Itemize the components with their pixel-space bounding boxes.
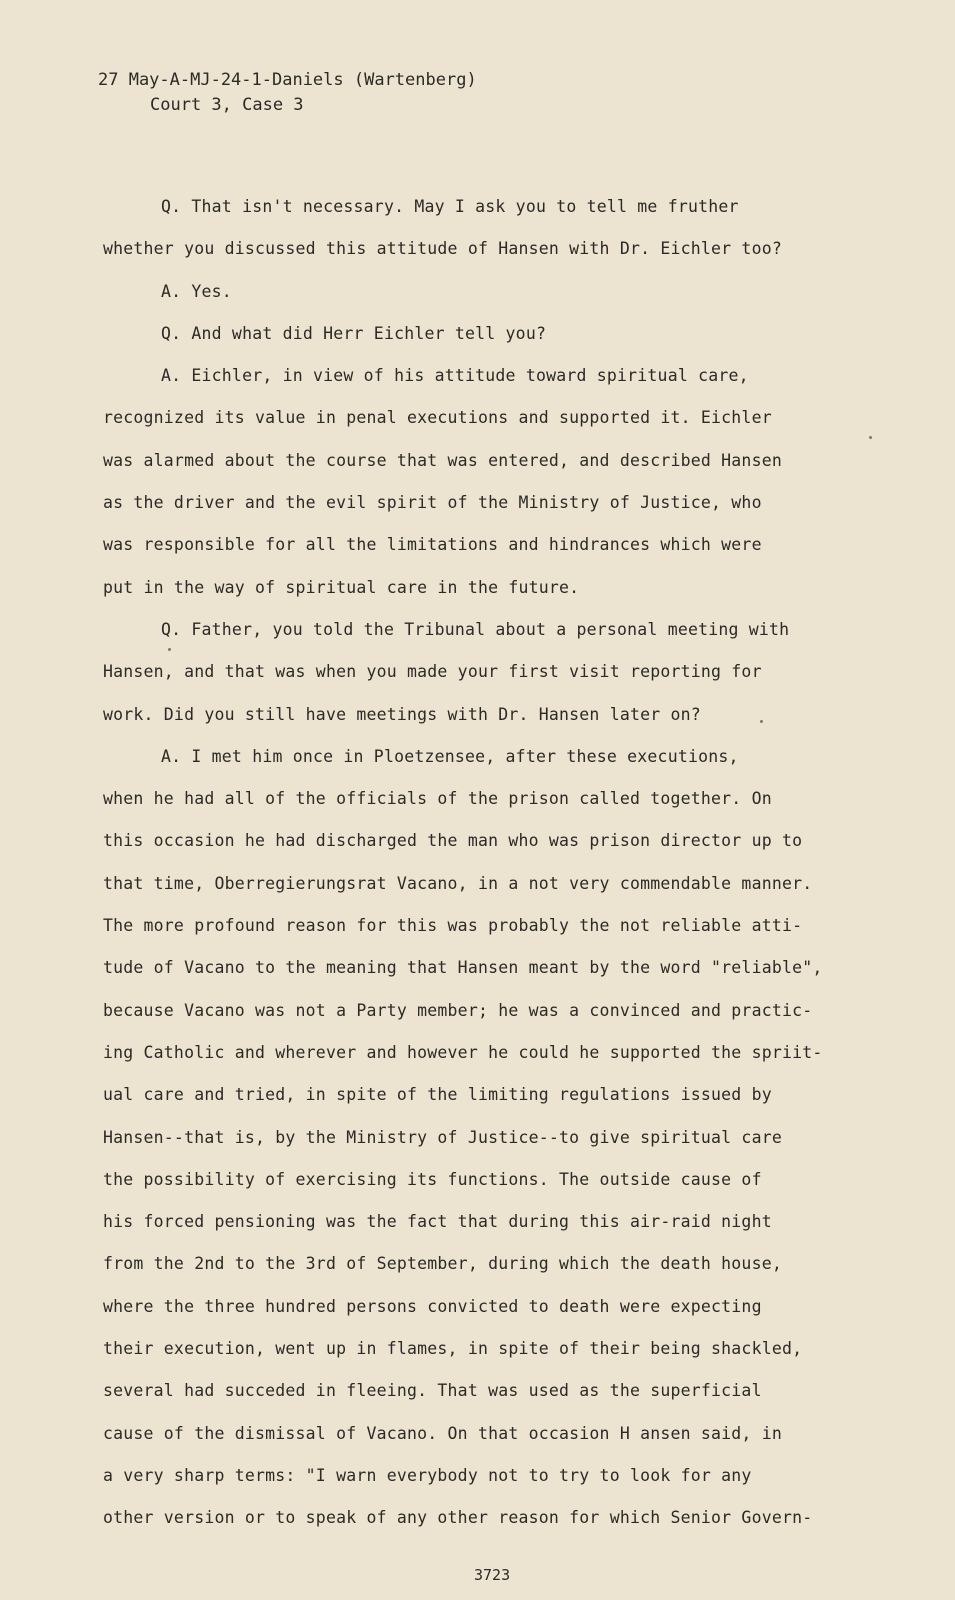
text-line: Q. Father, you told the Tribunal about a personal meeting with [161,619,790,639]
text-line: from the 2nd to the 3rd of September, during which the death house, [103,1254,782,1274]
header-line-1: 27 May-A-MJ-24-1-Daniels (Wartenberg) [98,70,477,90]
paper-speck [168,648,171,651]
paper-speck [869,436,872,439]
text-line: was alarmed about the course that was entered, and described Hansen [103,450,782,470]
text-line: the possibility of exercising its functions. The outside cause of [103,1169,762,1189]
text-line: several had succeded in fleeing. That was used as the superficial [103,1381,762,1401]
text-line: whether you discussed this attitude of Hansen with Dr. Eichler too? [103,239,782,259]
text-line: The more profound reason for this was probably the not reliable atti- [103,916,803,936]
text-line: Q. And what did Herr Eichler tell you? [161,323,547,343]
text-line: where the three hundred persons convicted to death were expecting [103,1296,762,1316]
text-line: when he had all of the officials of the prison called together. On [103,789,772,809]
text-line: this occasion he had discharged the man who was prison director up to [103,831,803,851]
text-line: A. Yes. [161,281,232,301]
text-line: other version or to speak of any other reason for which Senior Govern- [103,1508,813,1528]
text-line: recognized its value in penal executions and supported it. Eichler [103,408,772,428]
text-line: his forced pensioning was the fact that during this air-raid night [103,1212,772,1232]
text-line: because Vacano was not a Party member; he was a convinced and practic- [103,1000,813,1020]
text-line: as the driver and the evil spirit of the Ministry of Justice, who [103,493,762,513]
text-line: ing Catholic and wherever and however he could he supported the spriit- [103,1042,823,1062]
text-line: put in the way of spiritual care in the future. [103,577,580,597]
header-line-2: Court 3, Case 3 [150,95,304,115]
text-line: a very sharp terms: "I warn everybody not to try to look for any [103,1465,752,1485]
paper-speck [760,720,763,723]
document-header [98,68,477,118]
text-line: ual care and tried, in spite of the limiting regulations issued by [103,1085,772,1105]
text-line: that time, Oberregierungsrat Vacano, in a not very commendable manner. [103,873,813,893]
text-line: was responsible for all the limitations and hindrances which were [103,535,762,555]
text-line: their execution, went up in flames, in spite of their being shackled, [103,1339,803,1359]
text-line: tude of Vacano to the meaning that Hansen meant by the word "reliable", [103,958,823,978]
text-line: cause of the dismissal of Vacano. On that occasion H ansen said, in [103,1423,782,1443]
transcript-body [103,186,863,1540]
text-line: Hansen, and that was when you made your first visit reporting for [103,662,762,682]
page-number: 3723 [474,1566,511,1584]
text-line: work. Did you still have meetings with Dr. Hansen later on? [103,704,701,724]
text-line: A. Eichler, in view of his attitude toward spiritual care, [161,366,749,386]
text-line: A. I met him once in Ploetzensee, after these executions, [161,746,739,766]
text-line: Hansen--that is, by the Ministry of Justice--to give spiritual care [103,1127,782,1147]
text-line: Q. That isn't necessary. May I ask you to tell me fruther [161,197,739,216]
